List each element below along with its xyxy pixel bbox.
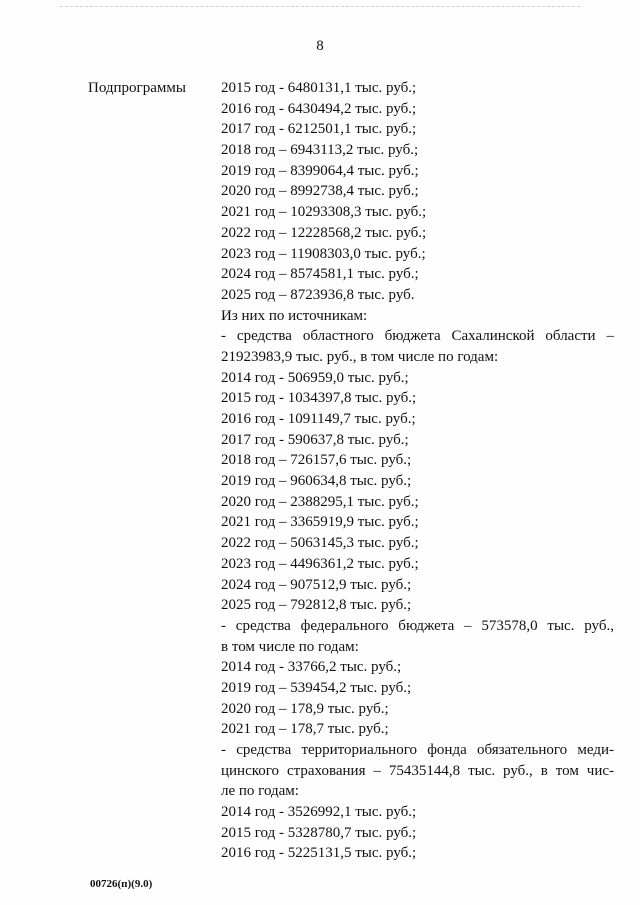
- text-line: 2020 год – 178,9 тыс. руб.;: [221, 700, 389, 717]
- text-line: - средства областного бюджета Сахалинской области –: [221, 328, 614, 345]
- text-line: 2022 год – 12228568,2 тыс. руб.;: [221, 224, 427, 241]
- text-line: в том числе по годам:: [221, 638, 359, 655]
- section-label: Подпрограммы: [88, 80, 186, 96]
- text-line: 2021 год – 178,7 тыс. руб.;: [221, 721, 389, 738]
- text-line: 2025 год – 8723936,8 тыс. руб.: [221, 286, 415, 303]
- text-line: 2016 год - 5225131,5 тыс. руб.;: [221, 845, 417, 862]
- text-line: 2023 год – 4496361,2 тыс. руб.;: [221, 555, 419, 572]
- text-line: 21923983,9 тыс. руб., в том числе по годам:: [221, 348, 499, 365]
- text-line: Из них по источникам:: [221, 307, 368, 324]
- text-line: 2019 год – 539454,2 тыс. руб.;: [221, 679, 412, 696]
- text-line: 2023 год – 11908303,0 тыс. руб.;: [221, 245, 426, 262]
- text-line: 2018 год – 6943113,2 тыс. руб.;: [221, 142, 419, 159]
- text-line: 2014 год - 506959,0 тыс. руб.;: [221, 369, 409, 386]
- text-line: 2015 год - 1034397,8 тыс. руб.;: [221, 390, 417, 407]
- text-line: 2014 год - 33766,2 тыс. руб.;: [221, 659, 402, 676]
- text-line: 2024 год – 907512,9 тыс. руб.;: [221, 576, 412, 593]
- text-line: 2017 год - 590637,8 тыс. руб.;: [221, 431, 409, 448]
- text-line: 2015 год - 5328780,7 тыс. руб.;: [221, 824, 417, 841]
- text-line: 2017 год - 6212501,1 тыс. руб.;: [221, 121, 417, 138]
- funding-details: [221, 78, 614, 864]
- text-line: 2024 год – 8574581,1 тыс. руб.;: [221, 266, 419, 283]
- scan-top-edge: [60, 6, 580, 7]
- text-line: - средства территориального фонда обязательного меди-: [221, 742, 614, 758]
- page-number: 8: [316, 38, 324, 54]
- text-line: 2014 год - 3526992,1 тыс. руб.;: [221, 804, 417, 821]
- text-line: 2025 год – 792812,8 тыс. руб.;: [221, 597, 412, 614]
- text-line: 2018 год – 726157,6 тыс. руб.;: [221, 452, 412, 469]
- text-line: 2019 год – 960634,8 тыс. руб.;: [221, 473, 412, 490]
- text-line: 2019 год – 8399064,4 тыс. руб.;: [221, 162, 419, 179]
- text-line: 2022 год – 5063145,3 тыс. руб.;: [221, 535, 419, 552]
- text-line: 2021 год – 10293308,3 тыс. руб.;: [221, 204, 427, 221]
- text-line: - средства федерального бюджета – 573578,0 тыс. руб.,: [221, 617, 614, 634]
- text-line: 2016 год - 1091149,7 тыс. руб.;: [221, 411, 416, 427]
- text-line: 2020 год – 8992738,4 тыс. руб.;: [221, 183, 419, 200]
- text-line: ле по годам:: [221, 783, 299, 800]
- text-line: цинского страхования – 75435144,8 тыс. руб., в том чис-: [221, 762, 614, 779]
- text-line: 2016 год - 6430494,2 тыс. руб.;: [221, 100, 417, 117]
- text-line: 2015 год - 6480131,1 тыс. руб.;: [221, 80, 417, 96]
- text-line: 2021 год – 3365919,9 тыс. руб.;: [221, 514, 419, 531]
- document-code: 00726(п)(9.0): [90, 878, 153, 890]
- text-line: 2020 год – 2388295,1 тыс. руб.;: [221, 493, 419, 510]
